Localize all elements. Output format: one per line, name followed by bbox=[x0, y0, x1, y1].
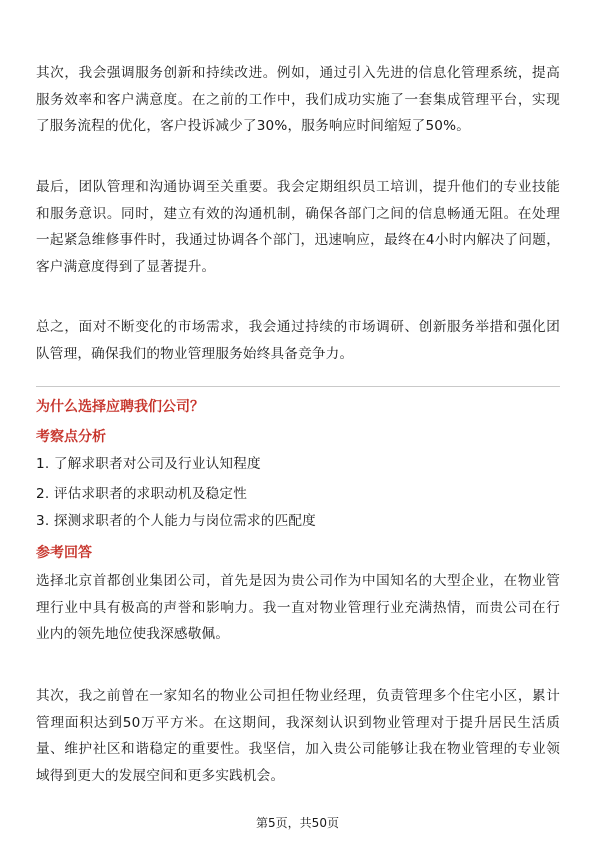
section-divider bbox=[36, 386, 560, 387]
answer-paragraph-1: 选择北京首都创业集团公司，首先是因为贵公司作为中国知名的大型企业，在物业管理行业中具有极高的声誉和影响力。我一直对物业管理行业充满热情，而贵公司在行业内的领先地位使我深感敬佩。 bbox=[36, 573, 560, 642]
analysis-point: 1. 了解求职者对公司及行业认知程度 bbox=[36, 456, 261, 472]
analysis-point: 2. 评估求职者的求职动机及稳定性 bbox=[36, 486, 248, 502]
analysis-point: 3. 探测求职者的个人能力与岗位需求的匹配度 bbox=[36, 513, 316, 529]
body-paragraph-3: 总之，面对不断变化的市场需求，我会通过持续的市场调研、创新服务举措和强化团队管理，确保我们的物业管理服务始终具备竞争力。 bbox=[36, 319, 560, 362]
answer-paragraph-2: 其次，我之前曾在一家知名的物业公司担任物业经理，负责管理多个住宅小区，累计管理面积达到50万平方米。在这期间，我深刻认识到物业管理对于提升居民生活质量、维护社区和谐稳定的重要性。我坚信，加入贵公司能够让我在物业管理的专业领域得到更大的发展空间和更多实践机会。 bbox=[36, 688, 560, 784]
page-indicator: 第5页，共50页 bbox=[256, 816, 339, 830]
body-paragraph-2: 最后，团队管理和沟通协调至关重要。我会定期组织员工培训，提升他们的专业技能和服务意识。同时，建立有效的沟通机制，确保各部门之间的信息畅通无阻。在处理一起紧急维修事件时，我通过协调各个部门，迅速响应，最终在4小时内解决了问题，客户满意度得到了显著提升。 bbox=[36, 179, 560, 275]
answer-label: 参考回答 bbox=[36, 545, 92, 561]
analysis-label: 考察点分析 bbox=[36, 429, 106, 445]
body-paragraph-1: 其次，我会强调服务创新和持续改进。例如，通过引入先进的信息化管理系统，提高服务效率和客户满意度。在之前的工作中，我们成功实施了一套集成管理平台，实现了服务流程的优化，客户投诉减少了30%，服务响应时间缩短了50%。 bbox=[36, 65, 560, 134]
question-title: 为什么选择应聘我们公司？ bbox=[36, 399, 204, 415]
